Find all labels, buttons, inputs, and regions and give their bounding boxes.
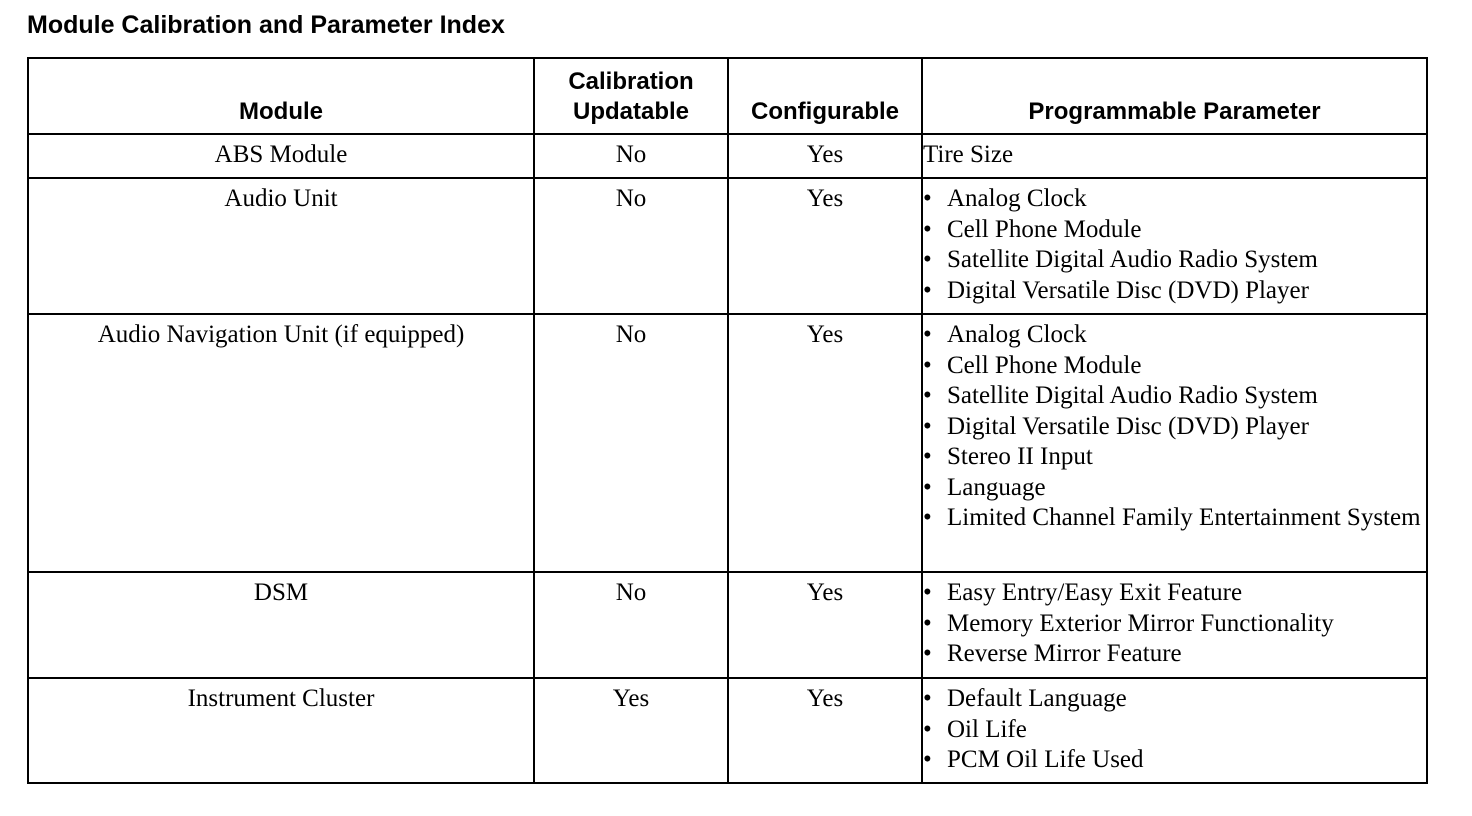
parameter-list-item: • Analog Clock [923, 320, 1426, 351]
calibration-updatable-cell: Yes [534, 678, 728, 783]
parameter-list-item: • Stereo II Input [923, 442, 1426, 473]
table-row [28, 678, 1427, 783]
table-row [28, 314, 1427, 572]
parameter-list [923, 320, 1426, 534]
programmable-parameter-cell [922, 678, 1427, 783]
parameter-list-item: • Digital Versatile Disc (DVD) Player [923, 412, 1426, 443]
configurable-cell: Yes [728, 572, 922, 678]
column-header-calibration-line2: Updatable [572, 98, 689, 125]
module-cell: Audio Navigation Unit (if equipped) [28, 314, 534, 572]
programmable-parameter-cell: Tire Size [922, 134, 1427, 178]
parameter-list-item: • Satellite Digital Audio Radio System [923, 381, 1426, 412]
configurable-cell: Yes [728, 178, 922, 314]
calibration-updatable-cell: No [534, 178, 728, 314]
module-cell: DSM [28, 572, 534, 678]
programmable-parameter-cell [922, 314, 1427, 572]
parameter-list-item: • Cell Phone Module [923, 351, 1426, 382]
parameter-list-item: • Easy Entry/Easy Exit Feature [923, 578, 1426, 609]
parameter-list-item: • Satellite Digital Audio Radio System [923, 245, 1426, 276]
module-parameter-table [27, 57, 1428, 784]
parameter-list-item: • Memory Exterior Mirror Functionality [923, 609, 1426, 640]
table-row [28, 572, 1427, 678]
parameter-list-item: • Oil Life [923, 715, 1426, 746]
calibration-updatable-cell: No [534, 134, 728, 178]
module-cell: Audio Unit [28, 178, 534, 314]
column-header-programmable-parameter: Programmable Parameter [922, 58, 1427, 134]
parameter-list-item: • Cell Phone Module [923, 215, 1426, 246]
column-header-calibration-line1: Calibration [568, 68, 694, 95]
column-header-configurable: Configurable [728, 58, 922, 134]
parameter-list-item: • Limited Channel Family Entertainment System [923, 503, 1426, 534]
parameter-list-item: • PCM Oil Life Used [923, 745, 1426, 776]
table-row [28, 134, 1427, 178]
configurable-cell: Yes [728, 134, 922, 178]
module-cell: Instrument Cluster [28, 678, 534, 783]
calibration-updatable-cell: No [534, 572, 728, 678]
parameter-list-item: • Default Language [923, 684, 1426, 715]
parameter-list [923, 578, 1426, 670]
calibration-updatable-cell: No [534, 314, 728, 572]
table-header-row [28, 58, 1427, 134]
programmable-parameter-cell [922, 178, 1427, 314]
parameter-list-item: • Analog Clock [923, 184, 1426, 215]
parameter-list [923, 684, 1426, 776]
configurable-cell: Yes [728, 314, 922, 572]
page-title: Module Calibration and Parameter Index [27, 11, 505, 39]
configurable-cell: Yes [728, 678, 922, 783]
table-row [28, 178, 1427, 314]
column-header-module: Module [28, 58, 534, 134]
parameter-list-item: • Digital Versatile Disc (DVD) Player [923, 276, 1426, 307]
module-cell: ABS Module [28, 134, 534, 178]
parameter-list [923, 184, 1426, 306]
programmable-parameter-cell [922, 572, 1427, 678]
parameter-list-item: • Reverse Mirror Feature [923, 639, 1426, 670]
column-header-calibration-updatable [534, 58, 728, 134]
parameter-list-item: • Language [923, 473, 1426, 504]
